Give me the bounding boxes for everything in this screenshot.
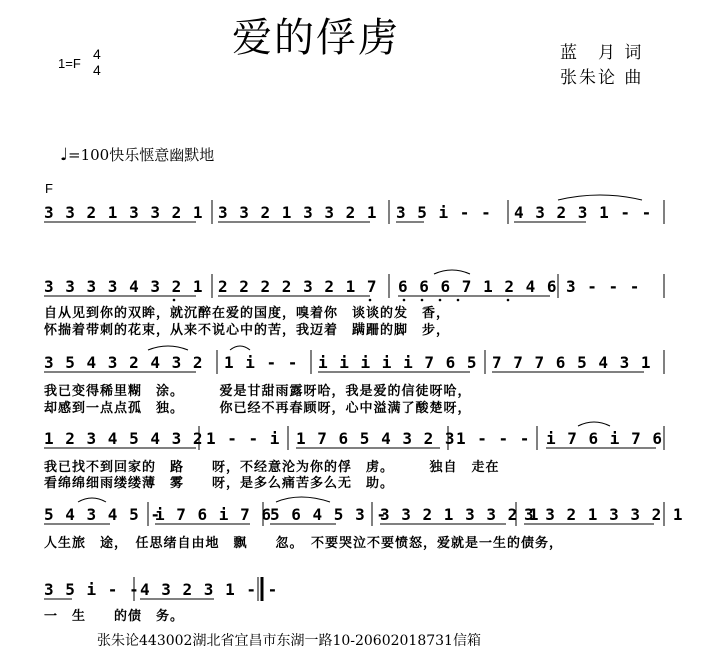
octave-dot <box>421 299 424 302</box>
lyric-line: 怀揣着带刺的花束，从来不说心中的苦，我迈着 蹒跚的脚 步， <box>44 323 451 338</box>
slur <box>148 346 188 350</box>
measure: 1 7 6 5 4 3 2 3 <box>296 429 456 448</box>
lyricist-credit: 蓝 月 词 <box>560 43 644 63</box>
measure: 7 7 7 6 5 4 3 1 <box>492 353 652 372</box>
measure: 5 4 3 4 5 - <box>44 505 161 524</box>
measure: 2 2 2 2 3 2 1 7 <box>218 277 378 296</box>
measure: 6 6 6 7 1 2 4 6 <box>398 277 558 296</box>
slur <box>230 346 250 350</box>
slur <box>558 195 642 200</box>
time-signature-bottom: 4 <box>93 62 101 78</box>
measure: 3 3 2 1 3 3 2 1 <box>524 505 684 524</box>
lyric-line: 我已变得稀里糊 涂。 爱是甘甜雨露呀哈，我是爱的信徒呀哈， <box>44 384 472 399</box>
measure: 3 3 2 1 3 3 2 1 <box>218 203 378 222</box>
measure: 3 5 4 3 2 4 3 2 <box>44 353 204 372</box>
octave-dot <box>369 299 372 302</box>
quarter-note-icon: ♩ <box>60 145 69 165</box>
octave-dot <box>173 299 176 302</box>
measure: 1 - - - <box>456 429 531 448</box>
measure: 1 2 3 4 5 4 3 2 <box>44 429 204 448</box>
song-title: 爱的俘虏 <box>232 15 400 61</box>
slur <box>78 498 106 502</box>
contact-footer: 张朱论443002湖北省宜昌市东湖一路10-20602018731信箱 <box>97 633 481 649</box>
lyric-line: 却感到一点点孤 独。 你已经不再春顾呀，心中溢满了酸楚呀， <box>44 401 472 416</box>
octave-dot <box>403 299 406 302</box>
slur <box>434 270 470 274</box>
measure: 3 3 2 1 3 3 2 1 <box>380 505 540 524</box>
measure: 4 3 2 3 1 - - <box>140 580 279 599</box>
lyric-line: 人生旅 途， 任思绪自由地 飘 忽。 不要哭泣不要愤怒，爱就是一生的债务， <box>44 536 564 551</box>
measure: 3 5 i - - <box>44 580 140 599</box>
lyric-line: 我已找不到回家的 路 呀，不经意沦为你的俘 虏。 独自 走在 <box>44 460 500 475</box>
composer-credit: 张朱论 曲 <box>560 68 644 88</box>
measure: 1 - - i <box>206 429 281 448</box>
octave-dot <box>457 299 460 302</box>
lyric-line: 看绵绵细雨缕缕薄 雾 呀，是多么痛苦多么无 助。 <box>44 476 395 491</box>
measure: i i i i i 7 6 5 <box>318 353 478 372</box>
tempo-text: =100快乐惬意幽默地 <box>68 146 215 164</box>
time-signature-top: 4 <box>93 46 101 62</box>
measure: 3 3 2 1 3 3 2 1 <box>44 203 204 222</box>
measure: 3 - - - <box>566 277 641 296</box>
slur <box>578 422 610 426</box>
key-signature: 1=F <box>58 56 81 71</box>
measure: 3 3 3 3 4 3 2 1 <box>44 277 204 296</box>
measure: 3 5 i - - <box>396 203 492 222</box>
measure: 1 i - - <box>224 353 299 372</box>
chord-symbol: F <box>45 181 53 196</box>
slur <box>276 497 330 502</box>
lyric-line: 自从见到你的双眸，就沉醉在爱的国度，嗅着你 谈谈的发 香， <box>44 306 451 321</box>
octave-dot <box>439 299 442 302</box>
measure: 5 6 4 5 3 - <box>270 505 387 524</box>
measure: 4 3 2 3 1 - - <box>514 203 653 222</box>
measure: i 7 6 i 7 6 <box>155 505 272 524</box>
octave-dot <box>507 299 510 302</box>
measure: i 7 6 i 7 6 <box>546 429 663 448</box>
lyric-line: 一 生 的债 务。 <box>44 609 185 624</box>
